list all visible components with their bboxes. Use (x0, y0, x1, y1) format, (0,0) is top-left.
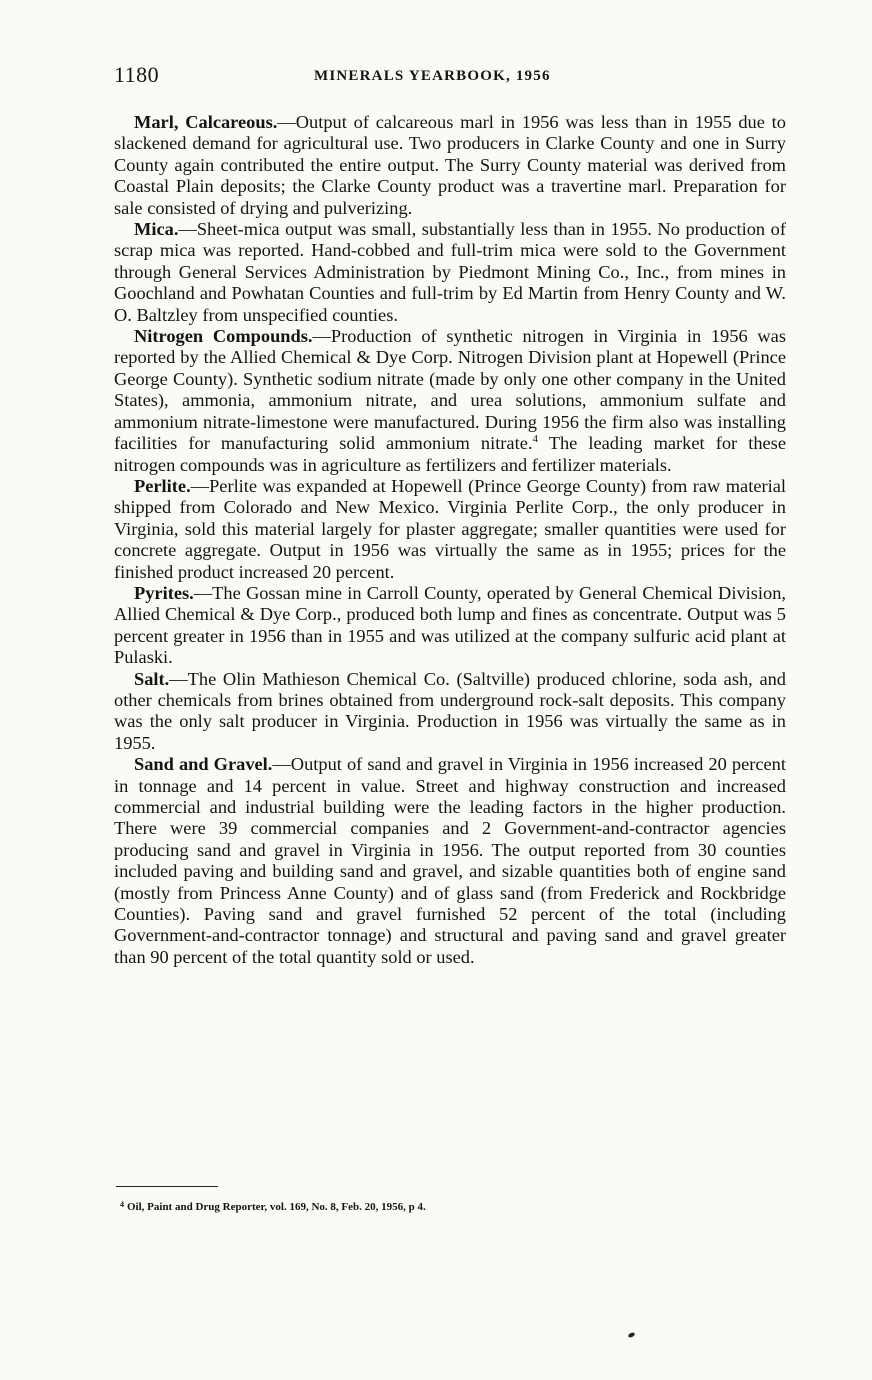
section-heading: Perlite. (134, 475, 191, 496)
running-head: MINERALS YEARBOOK, 1956 (314, 68, 551, 84)
footnote-text: Oil, Paint and Drug Reporter, vol. 169, No. 8, Feb. 20, 1956, p 4. (127, 1201, 426, 1213)
page-header (114, 62, 786, 92)
section-text: —Production of synthetic nitrogen in Virginia in 1956 was reported by the Allied Chemical & Dye Corp. Nitrogen Division plant at Hopewell (Prince George County). Synthetic sodium nitrate (made by only one other company in the United States), ammonia, ammonium nitrate, and urea solutions, ammonium sulfate and ammonium nitrate-limestone were manufactured. During 1956 the firm also was installing facilities for manufacturing solid ammonium nitrate. (114, 326, 786, 454)
footnote (120, 1198, 780, 1214)
section-heading: Marl, Calcareous. (134, 112, 278, 132)
ink-speck (627, 1332, 635, 1339)
section-heading: Nitrogen Compounds. (134, 326, 313, 347)
section-mica (114, 219, 786, 326)
section-heading: Pyrites. (134, 582, 194, 603)
section-text: —Sheet-mica output was small, substantially less than in 1955. No production of scrap mica was reported. Hand-cobbed and full-trim mica were sold to the Government through General Services Administration by Piedmont Mining Co., Inc., from mines in Goochland and Powhatan Counties and full-trim by Ed Martin from Henry County and W. O. Baltzley from unspecified counties. (114, 219, 786, 325)
section-heading: Mica. (134, 219, 179, 240)
section-text-continued: The leading market for these nitrogen compounds was in agriculture as fertilizers and fertilizer materials. (114, 433, 786, 475)
section-pyrites (114, 583, 786, 669)
section-perlite (114, 476, 786, 583)
section-text: —Output of calcareous marl in 1956 was less than in 1955 due to slackened demand for agricultural use. Two producers in Clarke County and one in Surry County again contributed the entire output. The Surry County material was derived from Coastal Plain deposits; the Clarke County product was a travertine marl. Preparation for sale consisted of drying and pulverizing. (114, 112, 786, 218)
section-text: —The Olin Mathieson Chemical Co. (Saltville) produced chlorine, soda ash, and other chemicals from brines obtained from underground rock-salt deposits. This company was the only salt producer in Virginia. Production in 1956 was virtually the same as in 1955. (114, 668, 786, 753)
section-text: —The Gossan mine in Carroll County, operated by General Chemical Division, Allied Chemical & Dye Corp., produced both lump and fines as concentrate. Output was 5 percent greater in 1956 than in 1955 and was utilized at the company sulfuric acid plant at Pulaski. (114, 582, 786, 668)
footnote-divider (116, 1186, 218, 1187)
section-marl (114, 112, 786, 219)
section-salt (114, 669, 786, 755)
section-sand-and-gravel (114, 754, 786, 968)
section-text: —Output of sand and gravel in Virginia in 1956 increased 20 percent in tonnage and 14 percent in value. Street and highway construction and increased commercial and industrial building were the leading factors in the higher production. There were 39 commercial companies and 2 Government-and-contractor agencies producing sand and gravel in Virginia in 1956. The output reported from 30 counties included paving and building sand and gravel, and sizable quantities both of engine sand (mostly from Princess Anne County) and of glass sand (from Frederick and Rockbridge Counties). Paving sand and gravel furnished 52 percent of the total (including Government-and-contractor tonnage) and structural and paving sand and gravel greater than 90 percent of the total quantity sold or used. (114, 754, 786, 967)
section-heading: Salt. (134, 668, 170, 689)
section-heading: Sand and Gravel. (134, 754, 273, 775)
footnote-reference: 4 (532, 433, 538, 446)
page-number: 1180 (114, 62, 160, 87)
body-text (114, 112, 786, 968)
section-nitrogen-compounds (114, 326, 786, 476)
section-text: —Perlite was expanded at Hopewell (Prince George County) from raw material shipped from Colorado and New Mexico. Virginia Perlite Corp., the only producer in Virginia, sold this material largely for plaster aggregate; smaller quantities were used for concrete aggregate. Output in 1956 was virtually the same as in 1955; prices for the finished product increased 20 percent. (114, 475, 786, 582)
footnote-marker: 4 (120, 1200, 124, 1209)
